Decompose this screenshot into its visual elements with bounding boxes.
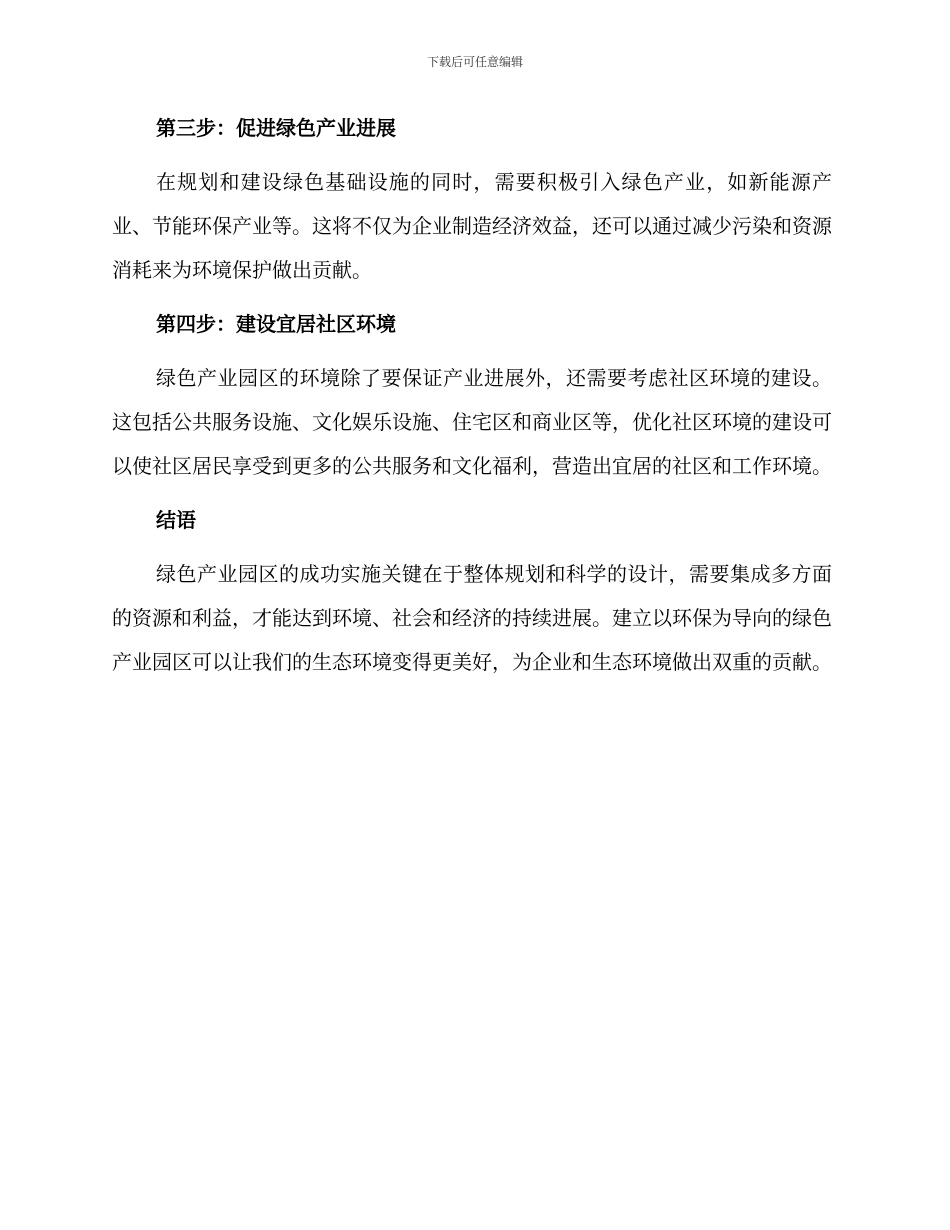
section-paragraph: 在规划和建设绿色基础设施的同时，需要积极引入绿色产业，如新能源产业、节能环保产业等。这将不仅为企业制造经济效益，还可以通过减少污染和资源消耗来为环境保护做出贡献。 (112, 170, 832, 282)
section-heading: 第四步：建设宜居社区环境 (156, 312, 396, 336)
section-step-four (112, 306, 832, 502)
section-paragraph: 绿色产业园区的成功实施关键在于整体规划和科学的设计，需要集成多方面的资源和利益，才能达到环境、社会和经济的持续进展。建立以环保为导向的绿色产业园区可以让我们的生态环境变得更美好，为企业和生态环境做出双重的贡献。 (112, 562, 832, 674)
section-heading: 第三步：促进绿色产业进展 (156, 116, 396, 140)
section-step-three (112, 110, 832, 306)
page-header: 下载后可任意编辑 (426, 55, 523, 69)
section-conclusion (112, 502, 832, 684)
section-heading: 结语 (156, 508, 196, 532)
section-paragraph: 绿色产业园区的环境除了要保证产业进展外，还需要考虑社区环境的建设。这包括公共服务设施、文化娱乐设施、住宅区和商业区等，优化社区环境的建设可以使社区居民享受到更多的公共服务和文化福利，营造出宜居的社区和工作环境。 (112, 366, 832, 478)
document-body (112, 110, 832, 684)
